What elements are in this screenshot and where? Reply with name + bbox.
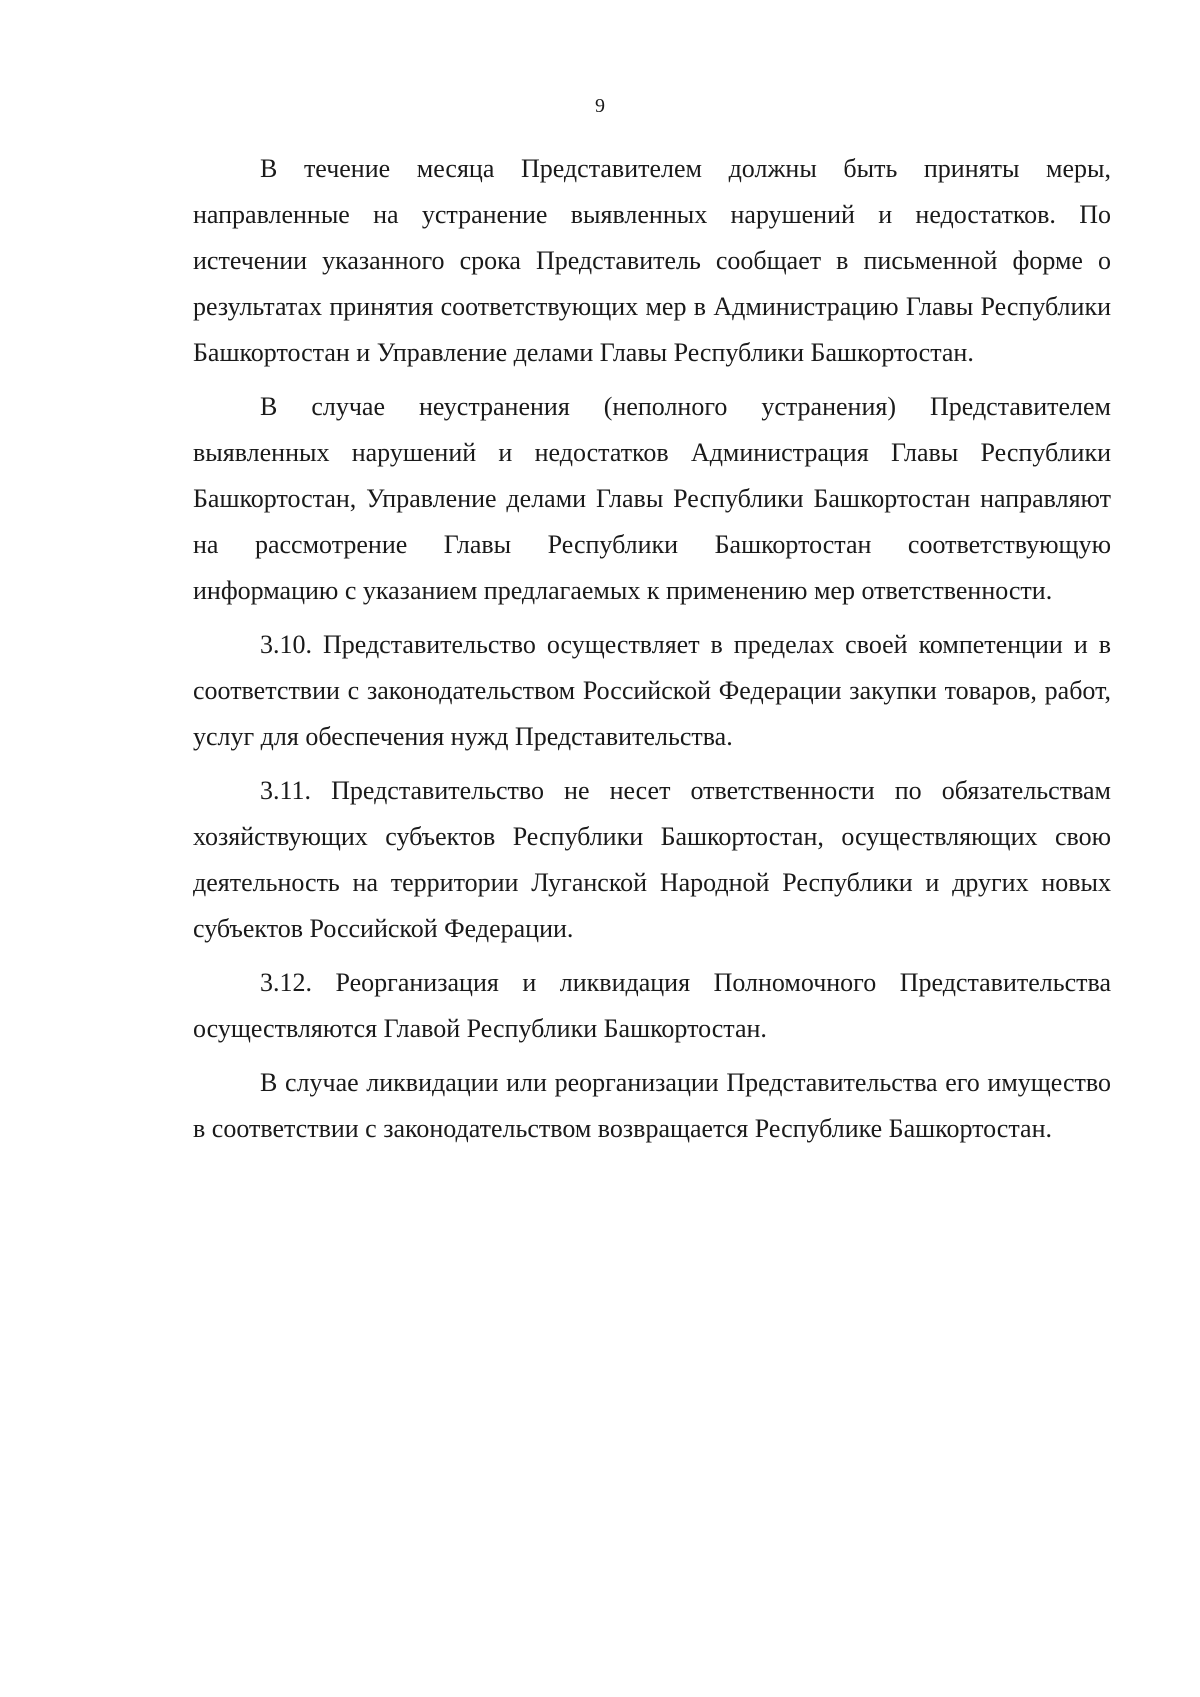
paragraph-3-12-reorganization: 3.12. Реорганизация и ликвидация Полномочного Представительства осуществляются Главой Республики Башкортостан.: [193, 968, 1111, 1043]
paragraph-non-elimination: В случае неустранения (неполного устранения) Представителем выявленных нарушений и недостатков Администрация Главы Республики Башкортостан, Управление делами Главы Республики Башкортостан направляют на рассмотрение Главы Республики Башкортостан соответствующую информацию с указанием предлагаемых к применению мер ответственности.: [193, 392, 1111, 605]
paragraph-3-10-procurement: 3.10. Представительство осуществляет в пределах своей компетенции и в соответствии с законодательством Российской Федерации закупки товаров, работ, услуг для обеспечения нужд Представительства.: [193, 630, 1111, 751]
page-number: 9: [595, 95, 605, 117]
paragraph-property-return: В случае ликвидации или реорганизации Представительства его имущество в соответствии с законодательством возвращается Республике Башкортостан.: [193, 1068, 1111, 1143]
document-body: [193, 146, 1111, 1160]
paragraph-measures-deadline: В течение месяца Представителем должны быть приняты меры, направленные на устранение выявленных нарушений и недостатков. По истечении указанного срока Представитель сообщает в письменной форме о результатах принятия соответствующих мер в Администрацию Главы Республики Башкортостан и Управление делами Главы Республики Башкортостан.: [193, 154, 1111, 367]
paragraph-3-11-liability: 3.11. Представительство не несет ответственности по обязательствам хозяйствующих субъектов Республики Башкортостан, осуществляющих свою деятельность на территории Луганской Народной Республики и других новых субъектов Российской Федерации.: [193, 776, 1111, 943]
